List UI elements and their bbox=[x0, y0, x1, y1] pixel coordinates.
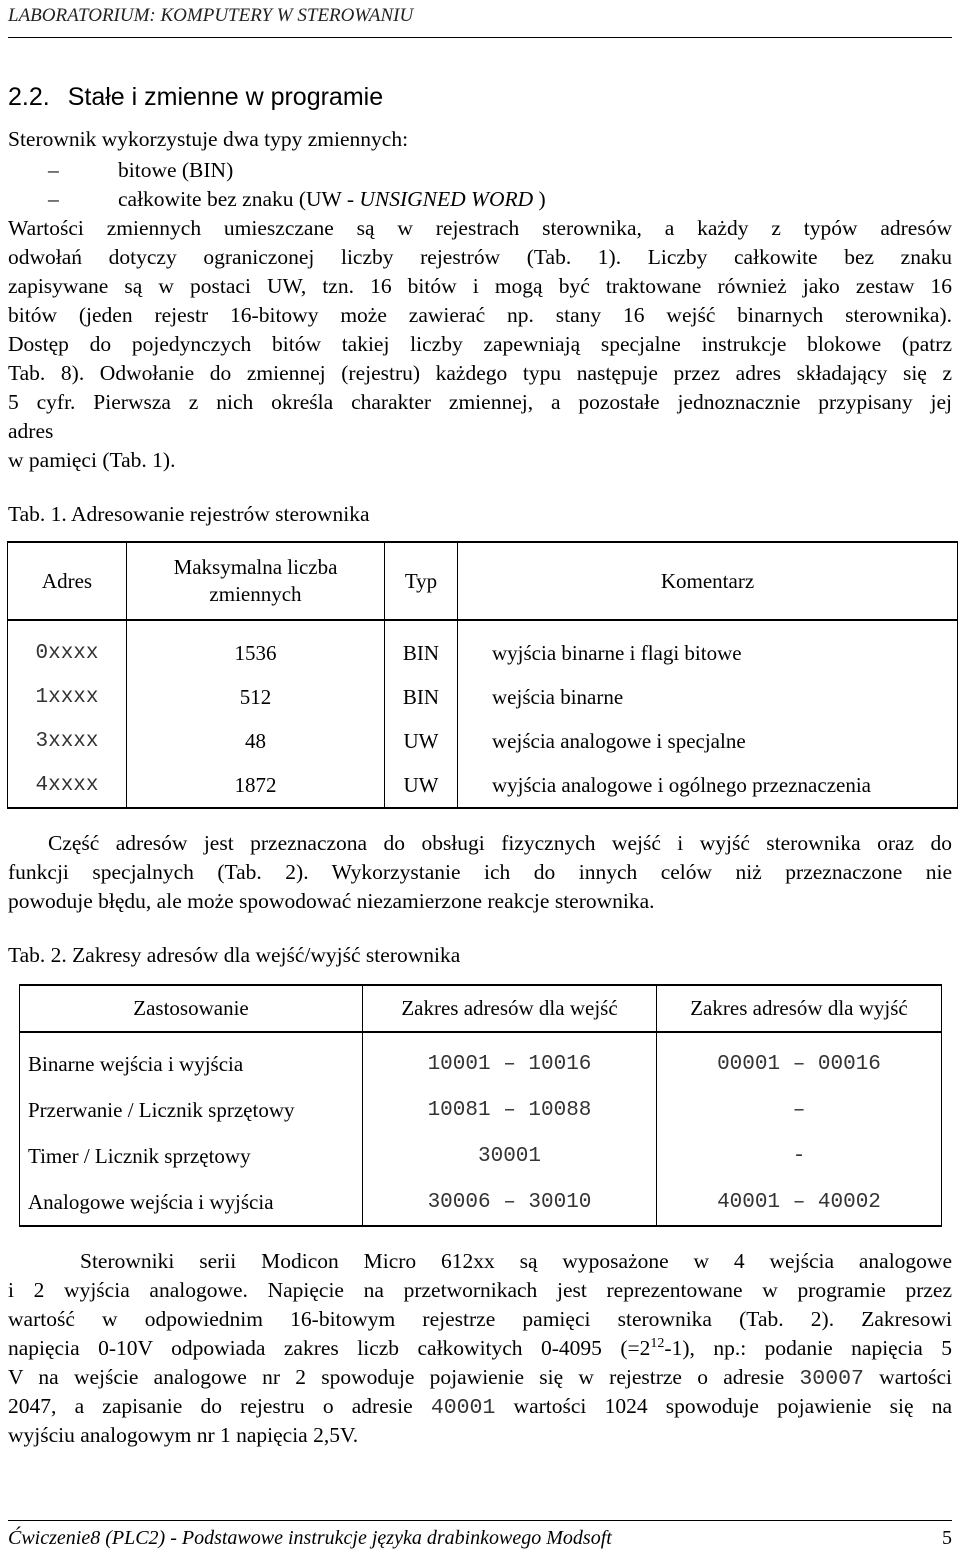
paragraph-line bbox=[8, 1393, 952, 1421]
paragraph-line: wartość w odpowiednim 16-bitowym rejestrze pamięci sterownika (Tab. 2). Zakresowi bbox=[8, 1307, 952, 1331]
dash-bullet: – bbox=[48, 158, 59, 182]
table2-caption: Tab. 2. Zakresy adresów dla wejść/wyjść sterownika bbox=[8, 943, 461, 967]
cell-comment: wejścia binarne bbox=[458, 675, 958, 719]
paragraph-line: Dostęp do pojedynczych bitów takiej liczby zapewniają specjalne instrukcje blokowe (patrz bbox=[8, 332, 952, 356]
text-run: wartości bbox=[863, 1365, 953, 1389]
page-number: 5 bbox=[942, 1527, 952, 1549]
cell-use: Timer / Licznik sprzętowy bbox=[20, 1133, 363, 1179]
table-header-row bbox=[8, 542, 958, 620]
cell-addr: 0xxxx bbox=[8, 620, 127, 675]
paragraph-line: w pamięci (Tab. 1). bbox=[8, 448, 176, 472]
superscript: 12 bbox=[650, 1335, 665, 1351]
header-use: Zastosowanie bbox=[20, 985, 363, 1032]
text-run: V na wejście analogowe nr 2 spowoduje pojawienie się w rejestrze o adresie bbox=[8, 1365, 800, 1389]
list-item-italic: UNSIGNED WORD bbox=[359, 187, 534, 211]
cell-comment: wyjścia binarne i flagi bitowe bbox=[458, 620, 958, 675]
table-row bbox=[8, 620, 958, 675]
list-item-text: całkowite bez znaku (UW - bbox=[118, 187, 360, 211]
table-row bbox=[8, 763, 958, 808]
cell-max: 48 bbox=[127, 719, 385, 763]
intro-line: Sterownik wykorzystuje dwa typy zmiennych: bbox=[8, 127, 409, 151]
paragraph-line bbox=[8, 1364, 952, 1392]
cell-comment: wyjścia analogowe i ogólnego przeznaczenia bbox=[458, 763, 958, 808]
header-max bbox=[127, 542, 385, 620]
cell-addr: 1xxxx bbox=[8, 675, 127, 719]
list-item bbox=[48, 186, 546, 212]
text-run: 2047, a zapisanie do rejestru o adresie bbox=[8, 1394, 431, 1418]
header-max-line1: Maksymalna liczba bbox=[173, 555, 338, 579]
cell-use: Przerwanie / Licznik sprzętowy bbox=[20, 1087, 363, 1133]
dash-bullet: – bbox=[48, 187, 59, 211]
cell-out: – bbox=[657, 1087, 942, 1133]
table-row bbox=[20, 1133, 942, 1179]
cell-use: Analogowe wejścia i wyjścia bbox=[20, 1179, 363, 1226]
cell-addr: 3xxxx bbox=[8, 719, 127, 763]
header-addr: Adres bbox=[8, 542, 127, 620]
paragraph-line: i 2 wyjścia analogowe. Napięcie na przetwornikach jest reprezentowane w programie przez bbox=[8, 1278, 952, 1302]
list-item-text: bitowe (BIN) bbox=[118, 158, 234, 182]
paragraph-line: funkcji specjalnych (Tab. 2). Wykorzystanie ich do innych celów niż przeznaczone nie bbox=[8, 860, 952, 884]
cell-out: 00001 – 00016 bbox=[657, 1032, 942, 1087]
table-row bbox=[8, 719, 958, 763]
paragraph-line: zapisywane są w postaci UW, tzn. 16 bitów i mogą być traktowane również jako zestaw 16 bbox=[8, 274, 952, 298]
text-run: wartości 1024 spowoduje pojawienie się na bbox=[495, 1394, 953, 1418]
footer-title: Ćwiczenie8 (PLC2) - Podstawowe instrukcje języka drabinkowego Modsoft bbox=[8, 1527, 612, 1549]
header-type: Typ bbox=[385, 542, 458, 620]
page-header: LABORATORIUM: KOMPUTERY W STEROWANIU bbox=[8, 0, 952, 38]
paragraph-line: Sterowniki serii Modicon Micro 612xx są wyposażone w 4 wejścia analogowe bbox=[80, 1249, 952, 1273]
cell-in: 10001 – 10016 bbox=[363, 1032, 657, 1087]
list-item bbox=[48, 157, 233, 183]
cell-addr: 4xxxx bbox=[8, 763, 127, 808]
page-footer bbox=[8, 1520, 952, 1553]
paragraph-line bbox=[8, 1335, 952, 1361]
table-row bbox=[20, 1032, 942, 1087]
paragraph-line: Część adresów jest przeznaczona do obsługi fizycznych wejść i wyjść sterownika oraz do bbox=[48, 831, 952, 855]
paragraph-line: Wartości zmiennych umieszczane są w rejestrach sterownika, a każdy z typów adresów bbox=[8, 216, 952, 240]
header-max-line2: zmiennych bbox=[209, 582, 302, 606]
paragraph-line: Tab. 8). Odwołanie do zmiennej (rejestru) każdego typu następuje przez adres składający się z bbox=[8, 361, 952, 385]
cell-use: Binarne wejścia i wyjścia bbox=[20, 1032, 363, 1087]
header-out: Zakres adresów dla wyjść bbox=[657, 985, 942, 1032]
text-run: -1), np.: podanie napięcia 5 bbox=[664, 1336, 952, 1360]
table-row bbox=[20, 1179, 942, 1226]
table-header-row bbox=[20, 985, 942, 1032]
table1-caption: Tab. 1. Adresowanie rejestrów sterownika bbox=[8, 502, 370, 526]
cell-max: 1872 bbox=[127, 763, 385, 808]
section-title bbox=[8, 82, 383, 112]
register-address: 30007 bbox=[799, 1367, 864, 1391]
cell-type: BIN bbox=[385, 675, 458, 719]
cell-type: UW bbox=[385, 763, 458, 808]
cell-type: UW bbox=[385, 719, 458, 763]
table-row bbox=[8, 675, 958, 719]
cell-type: BIN bbox=[385, 620, 458, 675]
paragraph-line: odwołań dotyczy ograniczonej liczby rejestrów (Tab. 1). Liczby całkowite bez znaku bbox=[8, 245, 952, 269]
address-table bbox=[7, 541, 958, 809]
cell-max: 1536 bbox=[127, 620, 385, 675]
text-run: napięcia 0-10V odpowiada zakres liczb całkowitych 0-4095 (=2 bbox=[8, 1336, 651, 1360]
cell-comment: wejścia analogowe i specjalne bbox=[458, 719, 958, 763]
cell-out: 40001 – 40002 bbox=[657, 1179, 942, 1226]
paragraph-line: wyjściu analogowym nr 1 napięcia 2,5V. bbox=[8, 1423, 359, 1447]
paragraph-line: powoduje błędu, ale może spowodować niezamierzone reakcje sterownika. bbox=[8, 889, 655, 913]
header-comment: Komentarz bbox=[458, 542, 958, 620]
register-address: 40001 bbox=[430, 1396, 496, 1420]
cell-in: 10081 – 10088 bbox=[363, 1087, 657, 1133]
cell-in: 30006 – 30010 bbox=[363, 1179, 657, 1226]
table-row bbox=[20, 1087, 942, 1133]
cell-max: 512 bbox=[127, 675, 385, 719]
section-title-text: Stałe i zmienne w programie bbox=[67, 83, 384, 111]
cell-out: - bbox=[657, 1133, 942, 1179]
list-item-text: ) bbox=[533, 187, 546, 211]
paragraph-line: 5 cyfr. Pierwsza z nich określa charakter zmiennej, a pozostałe jednoznacznie przypisany jej bbox=[8, 390, 952, 414]
io-range-table bbox=[19, 984, 942, 1227]
cell-in: 30001 bbox=[363, 1133, 657, 1179]
header-in: Zakres adresów dla wejść bbox=[363, 985, 657, 1032]
paragraph-line: adres bbox=[8, 419, 54, 443]
section-number: 2.2. bbox=[8, 83, 50, 111]
paragraph-line: bitów (jeden rejestr 16-bitowy może zawierać np. stany 16 wejść binarnych sterownika). bbox=[8, 303, 952, 327]
